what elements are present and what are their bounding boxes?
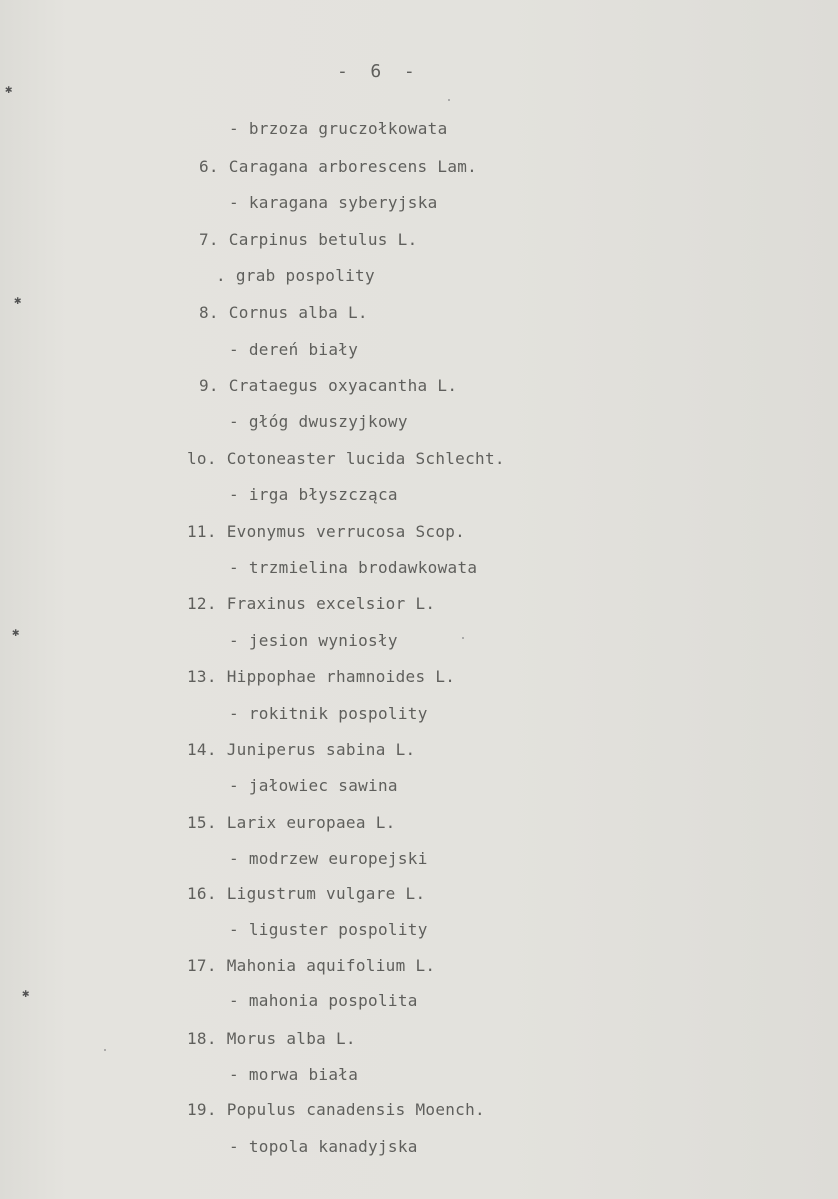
speck (448, 99, 450, 101)
list-item: - brzoza gruczołkowata (229, 119, 448, 138)
speck (462, 637, 464, 639)
list-item: - topola kanadyjska (229, 1137, 418, 1156)
list-item: lo. Cotoneaster lucida Schlecht. (187, 449, 505, 468)
list-item: 6. Caragana arborescens Lam. (199, 157, 478, 176)
list-item: 15. Larix europaea L. (187, 813, 396, 832)
list-item: - jesion wyniosły (229, 631, 398, 650)
list-item: - mahonia pospolita (229, 991, 418, 1010)
list-item: 18. Morus alba L. (187, 1029, 356, 1048)
list-item: - rokitnik pospolity (229, 704, 428, 723)
list-item: - morwa biała (229, 1065, 359, 1084)
list-item: - liguster pospolity (229, 920, 428, 939)
list-item: 13. Hippophae rhamnoides L. (187, 667, 456, 686)
margin-mark: ✱ (14, 293, 22, 307)
list-item: - jałowiec sawina (229, 776, 398, 795)
margin-mark: ✱ (12, 625, 20, 639)
list-item: - dereń biały (229, 340, 359, 359)
margin-mark: ✱ (5, 82, 13, 96)
list-item: 19. Populus canadensis Moench. (187, 1100, 485, 1119)
list-item: 8. Cornus alba L. (199, 303, 368, 322)
list-item: 11. Evonymus verrucosa Scop. (187, 522, 466, 541)
margin-mark: ✱ (22, 986, 30, 1000)
page-number: - 6 - (337, 61, 415, 82)
list-item: 12. Fraxinus excelsior L. (187, 594, 436, 613)
list-item: . grab pospolity (216, 266, 375, 285)
list-item: 16. Ligustrum vulgare L. (187, 884, 426, 903)
list-item: 14. Juniperus sabina L. (187, 740, 416, 759)
list-item: - głóg dwuszyjkowy (229, 412, 408, 431)
list-item: - modrzew europejski (229, 849, 428, 868)
list-item: - irga błyszcząca (229, 485, 398, 504)
speck (104, 1049, 106, 1051)
list-item: 17. Mahonia aquifolium L. (187, 956, 436, 975)
list-item: - karagana syberyjska (229, 193, 438, 212)
list-item: - trzmielina brodawkowata (229, 558, 478, 577)
list-item: 9. Crataegus oxyacantha L. (199, 376, 458, 395)
list-item: 7. Carpinus betulus L. (199, 230, 418, 249)
